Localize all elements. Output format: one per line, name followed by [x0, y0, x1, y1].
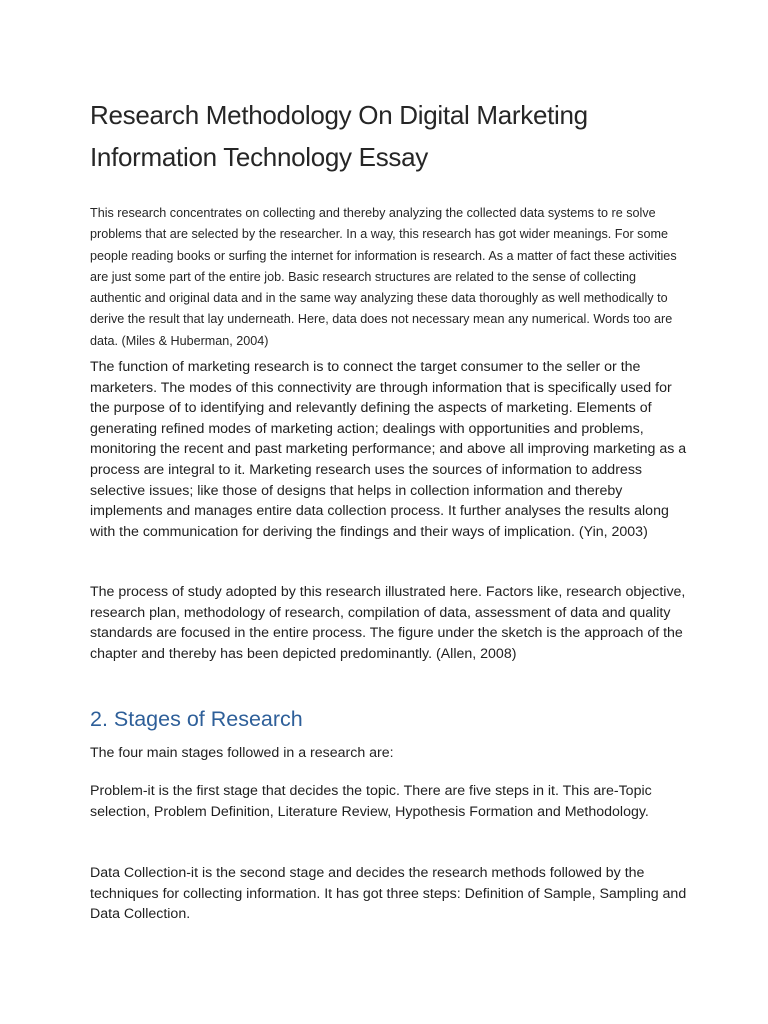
body-paragraph-four-stages: The four main stages followed in a research are:	[90, 745, 394, 761]
body-paragraph-data-collection-stage: Data Collection-it is the second stage and decides the research methods followed by the techniques for collecting information. It has got three steps: Definition of Sample, Sampling and Data Collection.	[90, 865, 687, 923]
abstract-paragraph: This research concentrates on collecting and thereby analyzing the collected data systems to re solve problems that are selected by the researcher. In a way, this research has got wider meanings. For some people reading books or surfing the internet for information is research. As a matter of fact these activities are just some part of the entire job. Basic research structures are related to the sense of collecting authentic and original data and in the same way analyzing these data thoroughly as well methodically to derive the result that lay underneath. Here, data does not necessary mean any numerical. Words too are data. (Miles & Huberman, 2004)	[90, 206, 677, 348]
body-paragraph-function: The function of marketing research is to connect the target consumer to the seller or the marketers. The modes of this connectivity are through information that is specifically used for the purpose of to identifying and relevantly defining the aspects of marketing. Elements of generating refined modes of marketing action; dealings with opportunities and problems, monitoring the recent and past marketing performance; and above all improving marketing as a process are integral to it. Marketing research uses the sources of information to address selective issues; like those of designs that helps in collection information and thereby implements and manages entire data collection process. It further analyses the results along with the communication for deriving the findings and their ways of implication. (Yin, 2003)	[90, 359, 687, 540]
document-title: Research Methodology On Digital Marketing Information Technology Essay	[90, 100, 588, 172]
body-paragraph-problem-stage: Problem-it is the first stage that decides the topic. There are five steps in it. This are-Topic selection, Problem Definition, Literature Review, Hypothesis Formation and Methodology.	[90, 783, 652, 820]
section-heading-stages: 2. Stages of Research	[90, 707, 303, 731]
body-paragraph-process: The process of study adopted by this research illustrated here. Factors like, research objective, research plan, methodology of research, compilation of data, assessment of data and quality standards are focused in the entire process. The figure under the sketch is the approach of the chapter and thereby has been depicted predominantly. (Allen, 2008)	[90, 584, 686, 662]
